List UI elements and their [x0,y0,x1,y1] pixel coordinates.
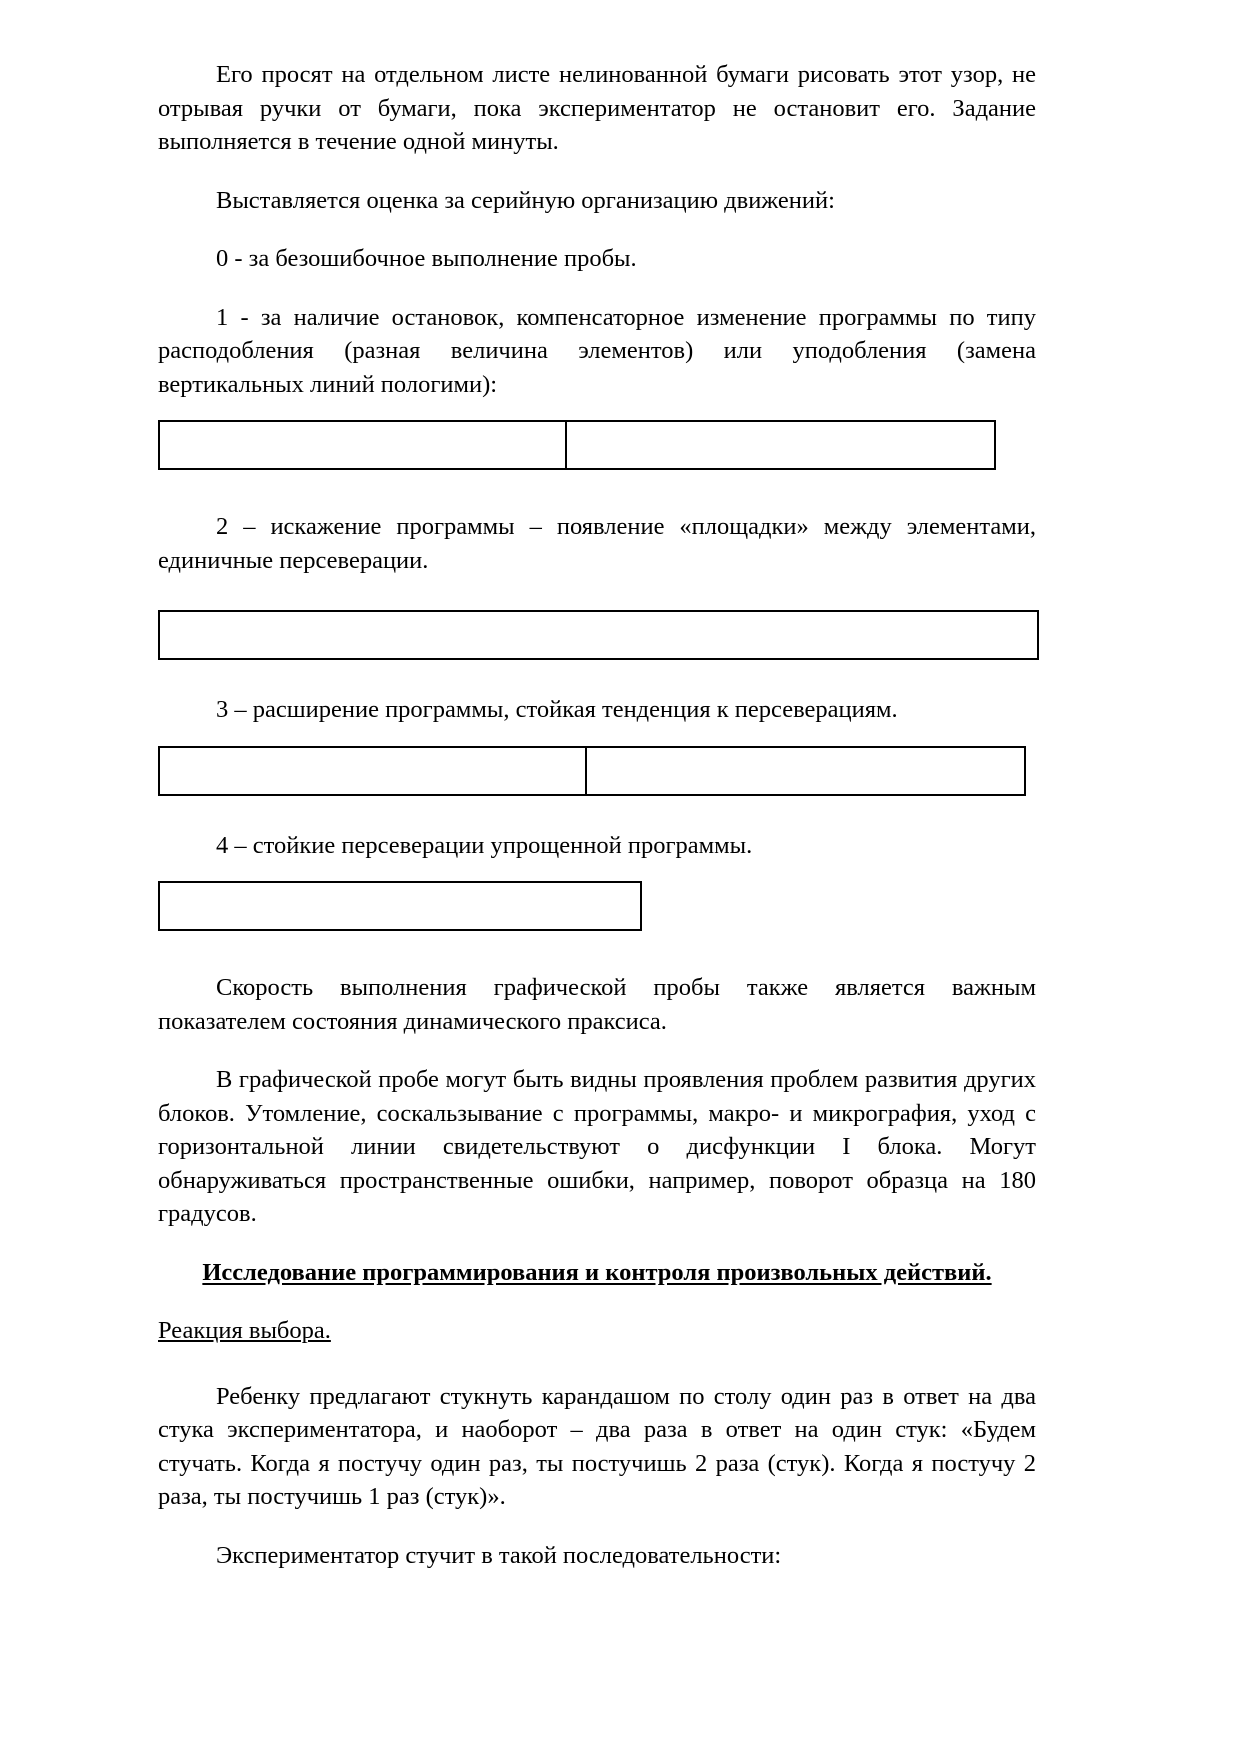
answer-cell[interactable] [159,747,586,795]
answer-cell[interactable] [159,421,566,469]
spacer [158,727,1036,746]
spacer [158,401,1036,420]
table-row [159,882,641,930]
paragraph-score-1: 1 - за наличие остановок, компенсаторное изменение программы по типу расподобления (разная величина элементов) или уподобления (замена вертикальных линий пологими): [158,303,1036,398]
paragraph-score-0: 0 - за безошибочное выполнение пробы. [216,245,637,272]
paragraph-sequence-intro: Экспериментатор стучит в такой последовательности: [216,1541,782,1569]
spacer [158,276,1036,301]
paragraph-speed-indicator: Скорость выполнения графической пробы также является важным показателем состояния динамического праксиса. [158,974,1036,1035]
spacer [158,862,1036,881]
answer-box-4[interactable] [158,881,642,931]
paragraph-other-blocks: В графической пробе могут быть видны проявления проблем развития других блоков. Утомление, соскальзывание с программы, макро- и микрография, уход с горизонтальной линии свидетельствуют о дисфункции I блока. Могут обнаруживаться пространственные ошибки, например, поворот образца на 180 градусов. [158,1066,1036,1227]
answer-cell[interactable] [159,882,641,930]
spacer [158,1231,1036,1256]
spacer [158,159,1036,184]
answer-box-2-wrapper [158,610,1036,660]
answer-cell[interactable] [586,747,1025,795]
paragraph-score-4: 4 – стойкие персеверации упрощенной программы. [216,831,753,859]
paragraph-scoring-intro: Выставляется оценка за серийную организацию движений: [216,186,835,214]
answer-box-4-wrapper [158,881,1036,931]
paragraph-score-3: 3 – расширение программы, стойкая тенденция к персеверациям. [216,696,898,723]
table-row [159,611,1038,659]
spacer [158,470,1036,510]
spacer [158,796,1036,829]
answer-box-2[interactable] [158,610,1039,660]
subsection-heading [158,1314,1036,1347]
subsection-heading-text: Реакция выбора. [158,1316,331,1344]
paragraph-choice-reaction-instructions: Ребенку предлагают стукнуть карандашом по столу один раз в ответ на два стука экспериментатора, и наоборот – два раза в ответ на один стук: «Будем стучать. Когда я постучу один раз, ты постучишь 2 раза (стук). Когда я постучу 2 раза, ты постучишь 1 раз (стук)». [158,1382,1036,1510]
spacer [158,1514,1036,1539]
spacer [158,1038,1036,1063]
spacer [158,577,1036,610]
spacer [158,1289,1036,1314]
spacer [158,1347,1036,1380]
answer-box-3[interactable] [158,746,1026,796]
paragraph-intro-task: Его просят на отдельном листе нелинованной бумаги рисовать этот узор, не отрывая ручки от бумаги, пока экспериментатор не остановит его. Задание выполняется в течение одной минуты. [158,61,1036,155]
table-row [159,747,1025,795]
spacer [158,217,1036,242]
answer-box-1[interactable] [158,420,996,470]
answer-box-1-wrapper [158,420,1036,470]
answer-cell[interactable] [566,421,995,469]
paragraph-score-2: 2 – искажение программы – появление «площадки» между элементами, единичные персеверации. [158,513,1036,574]
answer-cell[interactable] [159,611,1038,659]
spacer [158,660,1036,693]
table-row [159,421,995,469]
spacer [158,931,1036,971]
section-heading: Исследование программирования и контроля произвольных действий. [202,1258,992,1286]
answer-box-3-wrapper [158,746,1036,796]
document-content [158,58,1036,1572]
